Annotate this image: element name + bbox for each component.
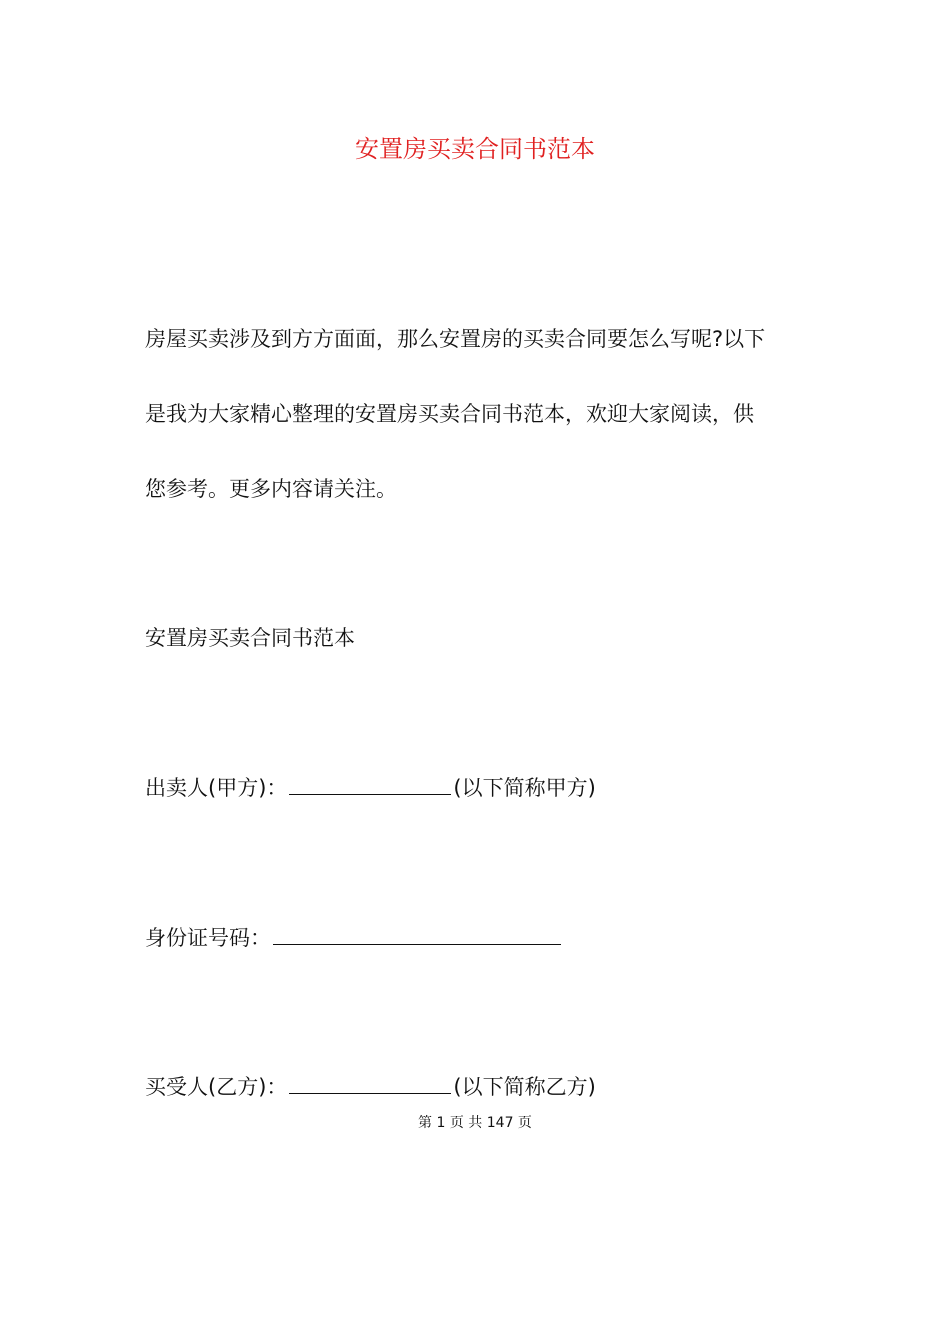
intro-line-2: 是我为大家精心整理的安置房买卖合同书范本，欢迎大家阅读，供 [145,402,754,426]
id-number-label: 身份证号码： [145,926,271,950]
page-number-footer: 第 1 页 共 147 页 [418,1115,532,1131]
intro-line-1: 房屋买卖涉及到方方面面，那么安置房的买卖合同要怎么写呢?以下 [145,327,766,351]
buyer-note: (以下简称乙方) [453,1075,596,1099]
section-subheading: 安置房买卖合同书范本 [145,626,355,650]
document-title: 安置房买卖合同书范本 [355,135,595,163]
seller-blank-line [289,772,451,795]
id-number-blank-line [273,922,561,945]
seller-label: 出卖人(甲方)： [145,776,288,800]
seller-field-row [145,772,596,803]
buyer-field-row [145,1071,596,1102]
buyer-blank-line [289,1071,451,1094]
seller-note: (以下简称甲方) [453,776,596,800]
buyer-label: 买受人(乙方)： [145,1075,288,1099]
id-number-field-row [145,922,563,953]
intro-line-3: 您参考。更多内容请关注。 [145,477,397,501]
